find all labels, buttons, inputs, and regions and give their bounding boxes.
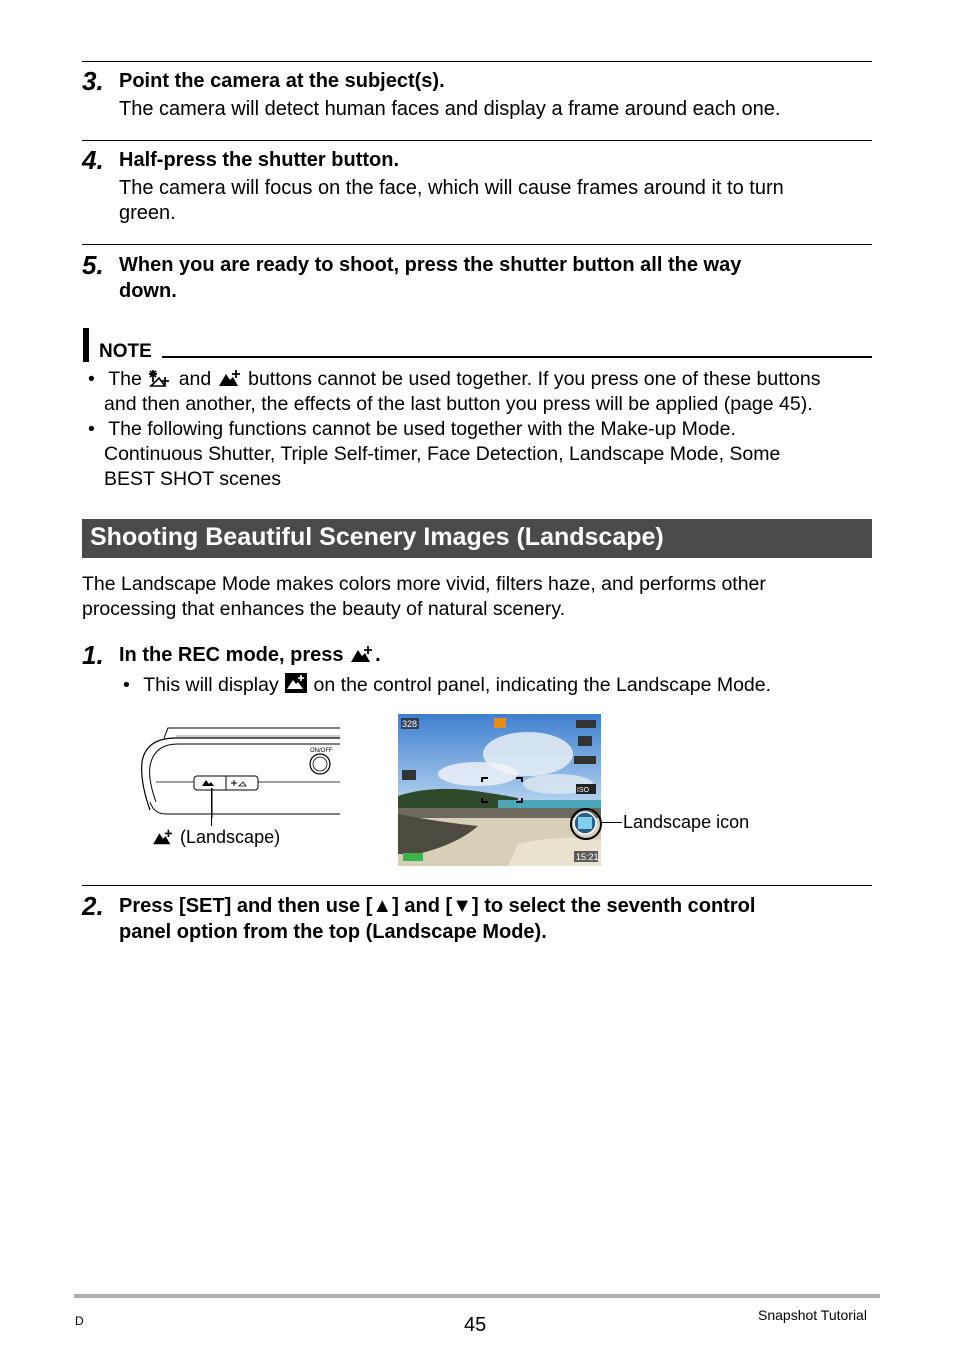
landscape-button-caption [151, 827, 280, 848]
landscape-button-icon [151, 828, 175, 846]
camera-top-illustration [136, 722, 342, 818]
step-2-l1-c: ] to select the seventh control [471, 895, 756, 917]
note-b1-pre: The [108, 368, 142, 390]
footer-right: Snapshot Tutorial [758, 1307, 867, 1323]
step-3-title: Point the camera at the subject(s). [119, 70, 445, 92]
note-rule [162, 356, 872, 358]
landscape-icon-callout-line [600, 822, 622, 823]
iso-label: ISO [577, 787, 590, 794]
divider [82, 244, 872, 245]
page-number: 45 [464, 1314, 487, 1336]
step-2-line-2: panel option from the top (Landscape Mode). [119, 921, 547, 943]
footer-bar [74, 1294, 880, 1298]
landscape-icon-label: Landscape icon [623, 812, 750, 832]
up-arrow-icon: ▲ [372, 895, 393, 917]
step-2-line-1 [119, 894, 755, 919]
step-1-title-end: . [375, 644, 381, 666]
step-3-body: The camera will detect human faces and display a frame around each one. [119, 98, 781, 120]
section-intro-line-2: processing that enhances the beauty of natural scenery. [82, 598, 566, 620]
note-b1-post: buttons cannot be used together. If you press one of these buttons [248, 368, 821, 390]
step-5-number: 5. [82, 250, 104, 280]
note-marker [83, 328, 89, 362]
landscape-caption-text: (Landscape) [180, 827, 281, 847]
section-heading [82, 519, 872, 558]
step-3-number: 3. [82, 66, 104, 96]
landscape-mode-panel-icon [284, 672, 308, 694]
step-4-title: Half-press the shutter button. [119, 149, 400, 171]
step-4-body-line-2: green. [119, 202, 176, 224]
note-bullet-1 [88, 367, 821, 392]
step-1-title [119, 643, 381, 668]
camera-screen-image [398, 714, 601, 866]
note-b2-line-2: Continuous Shutter, Triple Self-timer, Face Detection, Landscape Mode, Some [104, 443, 781, 465]
time-remaining: 15:21 [576, 852, 599, 862]
step-1-bullet-pre: This will display [143, 674, 279, 696]
section-intro-line-1: The Landscape Mode makes colors more vivid, filters haze, and performs other [82, 573, 766, 595]
note-b2-line-3: BEST SHOT scenes [104, 468, 282, 490]
landscape-button-icon [349, 644, 375, 664]
note-b1-line-2: and then another, the effects of the last button you press will be applied (page 45). [104, 393, 813, 415]
down-arrow-icon: ▼ [452, 895, 472, 917]
note-b2-line-1: The following functions cannot be used together with the Make-up Mode. [108, 418, 736, 440]
bullet-dot: • [88, 418, 95, 440]
divider [82, 61, 872, 62]
camera-callout-line [211, 788, 212, 826]
step-1-title-text: In the REC mode, press [119, 644, 344, 666]
footer-left: D [75, 1314, 84, 1328]
section-title: Shooting Beautiful Scenery Images (Landscape) [90, 523, 664, 551]
note-label: NOTE [99, 341, 152, 362]
step-1-bullet-post: on the control panel, indicating the Landscape Mode. [313, 674, 772, 696]
note-b1-mid: and [178, 368, 212, 390]
onoff-label: ON/OFF [310, 748, 333, 754]
divider [82, 885, 872, 886]
landscape-button-icon [217, 368, 243, 388]
step-2-l1-a: Press [SET] and then use [ [119, 895, 373, 917]
divider [82, 140, 872, 141]
step-4-body-line-1: The camera will focus on the face, which will cause frames around it to turn [119, 177, 784, 199]
shots-left: 328 [402, 719, 418, 729]
step-1-number: 1. [82, 640, 104, 670]
bullet-dot: • [123, 674, 130, 696]
note-bullet-2 [88, 417, 736, 442]
step-2-number: 2. [82, 891, 104, 921]
make-up-button-icon [147, 368, 173, 388]
step-2-l1-b: ] and [ [392, 895, 453, 917]
step-5-title-line-1: When you are ready to shoot, press the shutter button all the way [119, 254, 742, 276]
bullet-dot: • [88, 368, 95, 390]
step-1-bullet [123, 672, 771, 698]
step-5-title-line-2: down. [119, 280, 177, 302]
landscape-icon-highlight [570, 808, 602, 840]
step-4-number: 4. [82, 145, 104, 175]
